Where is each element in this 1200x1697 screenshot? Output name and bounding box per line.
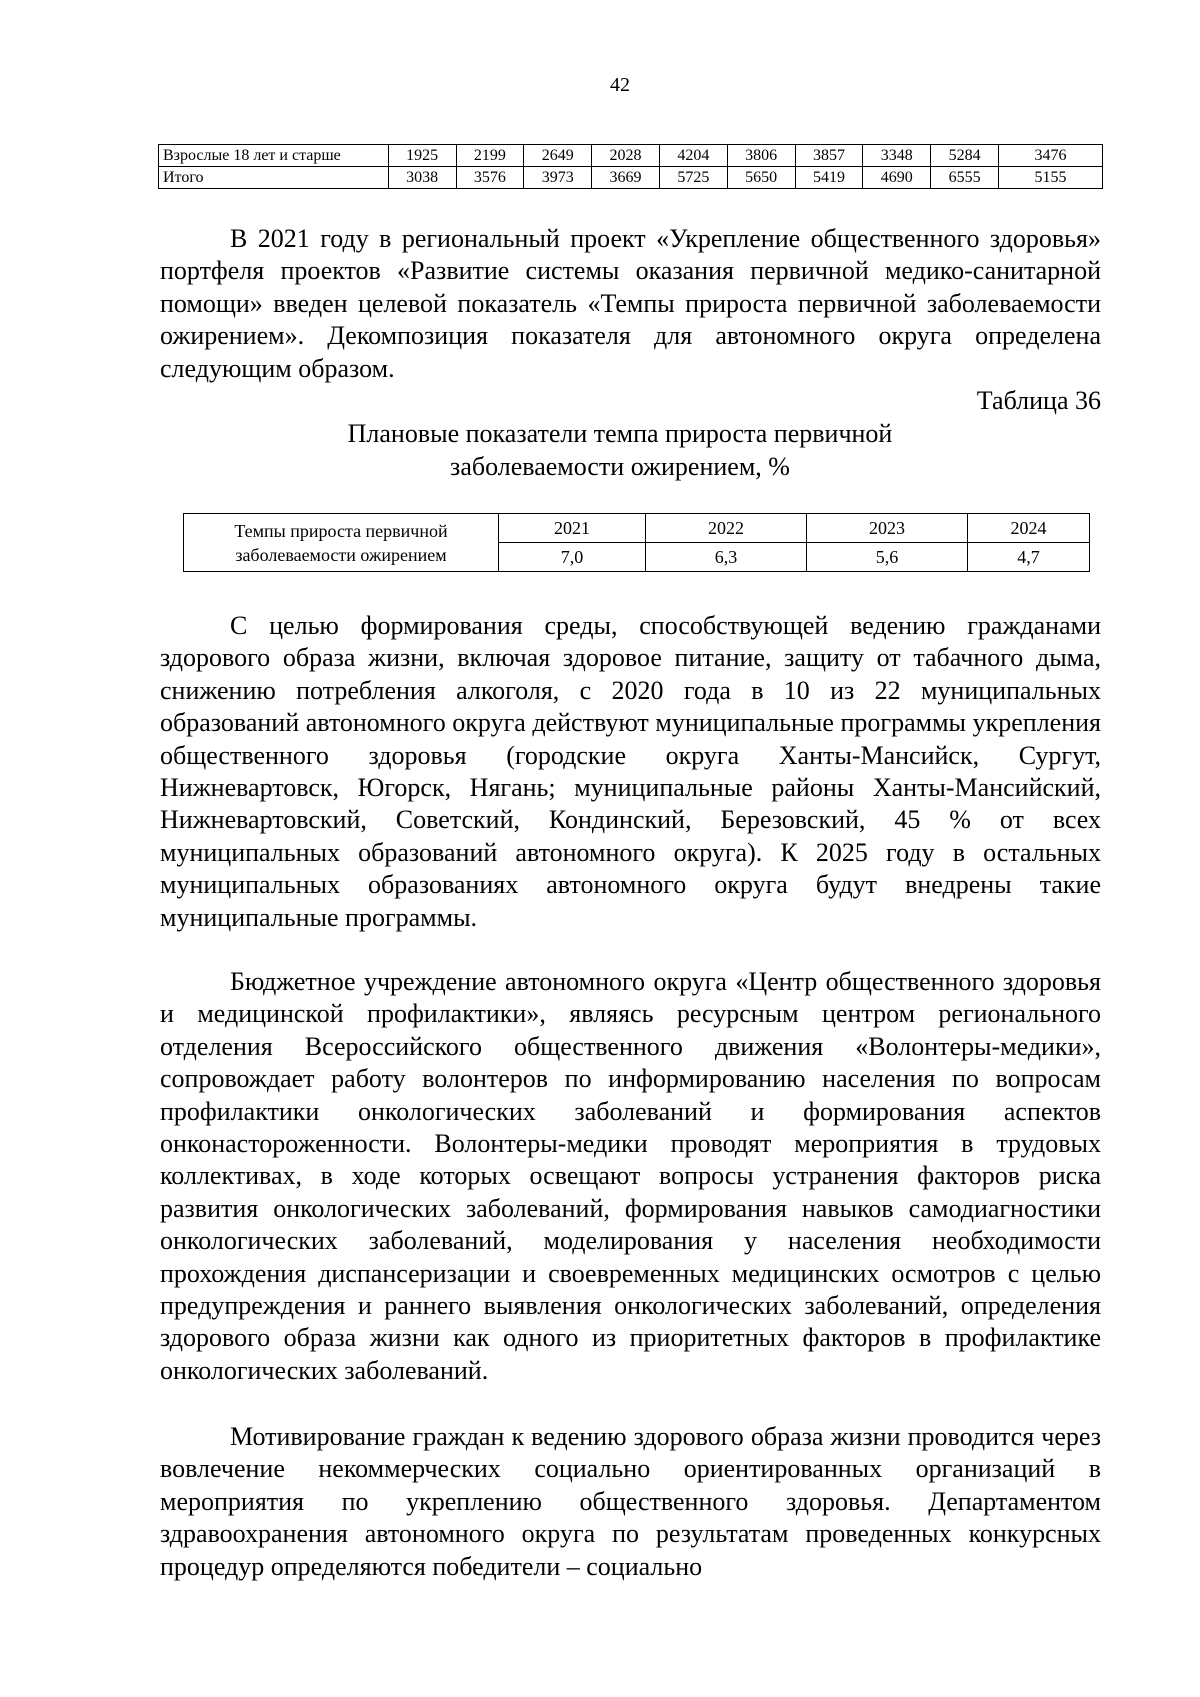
year-header: 2023 [807,514,968,543]
row-label: Итого [159,167,389,189]
table-cell: 6555 [931,167,999,189]
year-header: 2021 [499,514,646,543]
table-title-line: Плановые показатели темпа прироста первичной [347,419,893,448]
table-cell: 1925 [388,145,456,167]
table-cell: 3973 [524,167,592,189]
paragraph-volunteers: Бюджетное учреждение автономного округа «Центр общественного здоровья и медицинской профилактики», являясь ресурсным центром регионального отделения Всероссийского общественного движения «Волонтеры-медики», сопровождает работу волонтеров по информированию населения по вопросам профилактики онкологических заболеваний и формирования аспектов онконастороженности. Волонтеры-медики проводят мероприятия в трудовых коллективах, в ходе которых освещают вопросы устранения факторов риска развития онкологических заболеваний, формирования навыков самодиагностики онкологических заболеваний, моделирования у населения необходимости прохождения диспансеризации и своевременных медицинских осмотров с целью предупреждения и раннего выявления онкологических заболеваний, определения здорового образа жизни как одного из приоритетных факторов в профилактике онкологических заболеваний. [160,967,1101,1385]
table-cell: 4,7 [968,543,1090,572]
paragraph-motivation: Мотивирование граждан к ведению здорового образа жизни проводится через вовлечение некоммерческих социально ориентированных организаций в мероприятия по укреплению общественного здоровья. Департаментом здравоохранения автономного округа по результатам проведенных конкурсных процедур определяются победители – социально [160,1422,1101,1581]
summary-table [158,144,1103,189]
table-cell: 2028 [592,145,660,167]
table-cell: 2199 [456,145,524,167]
row-header: Темпы прироста первичной заболеваемости ожирением [184,514,499,572]
table-row [159,167,1103,189]
table-cell: 5284 [931,145,999,167]
table-cell: 3669 [592,167,660,189]
year-header: 2024 [968,514,1090,543]
table-cell: 5650 [727,167,795,189]
table-row [184,514,1090,543]
table-row [159,145,1103,167]
table-title [300,418,940,483]
row-label: Взрослые 18 лет и старше [159,145,389,167]
page-number: 42 [610,74,630,96]
table-cell: 5725 [659,167,727,189]
table-cell: 3476 [999,145,1103,167]
table-title-line: заболеваемости ожирением, % [450,451,790,481]
table-cell: 3576 [456,167,524,189]
table-cell: 3806 [727,145,795,167]
table-cell: 3857 [795,145,863,167]
obesity-growth-table [183,513,1090,572]
table-cell: 4690 [863,167,931,189]
paragraph-project-indicator: В 2021 году в региональный проект «Укрепление общественного здоровья» портфеля проектов «Развитие системы оказания первичной медико-санитарной помощи» введен целевой показатель «Темпы прироста первичной заболеваемости ожирением». Декомпозиция показателя для автономного округа определена следующим образом. [160,224,1101,383]
table-caption: Таблица 36 [976,386,1101,415]
year-header: 2022 [646,514,807,543]
table-cell: 5419 [795,167,863,189]
table-cell: 6,3 [646,543,807,572]
table-cell: 7,0 [499,543,646,572]
table-cell: 4204 [659,145,727,167]
table-cell: 3038 [388,167,456,189]
table-cell: 5155 [999,167,1103,189]
table-cell: 5,6 [807,543,968,572]
table-cell: 2649 [524,145,592,167]
table-cell: 3348 [863,145,931,167]
paragraph-municipal-programs: С целью формирования среды, способствующей ведению гражданами здорового образа жизни, включая здоровое питание, защиту от табачного дыма, снижению потребления алкоголя, с 2020 года в 10 из 22 муниципальных образований автономного округа действуют муниципальные программы укрепления общественного здоровья (городские округа Ханты-Мансийск, Сургут, Нижневартовск, Югорск, Нягань; муниципальные районы Ханты-Мансийский, Нижневартовский, Советский, Кондинский, Березовский, 45 % от всех муниципальных образований автономного округа). К 2025 году в остальных муниципальных образованиях автономного округа будут внедрены такие муниципальные программы. [160,611,1101,932]
